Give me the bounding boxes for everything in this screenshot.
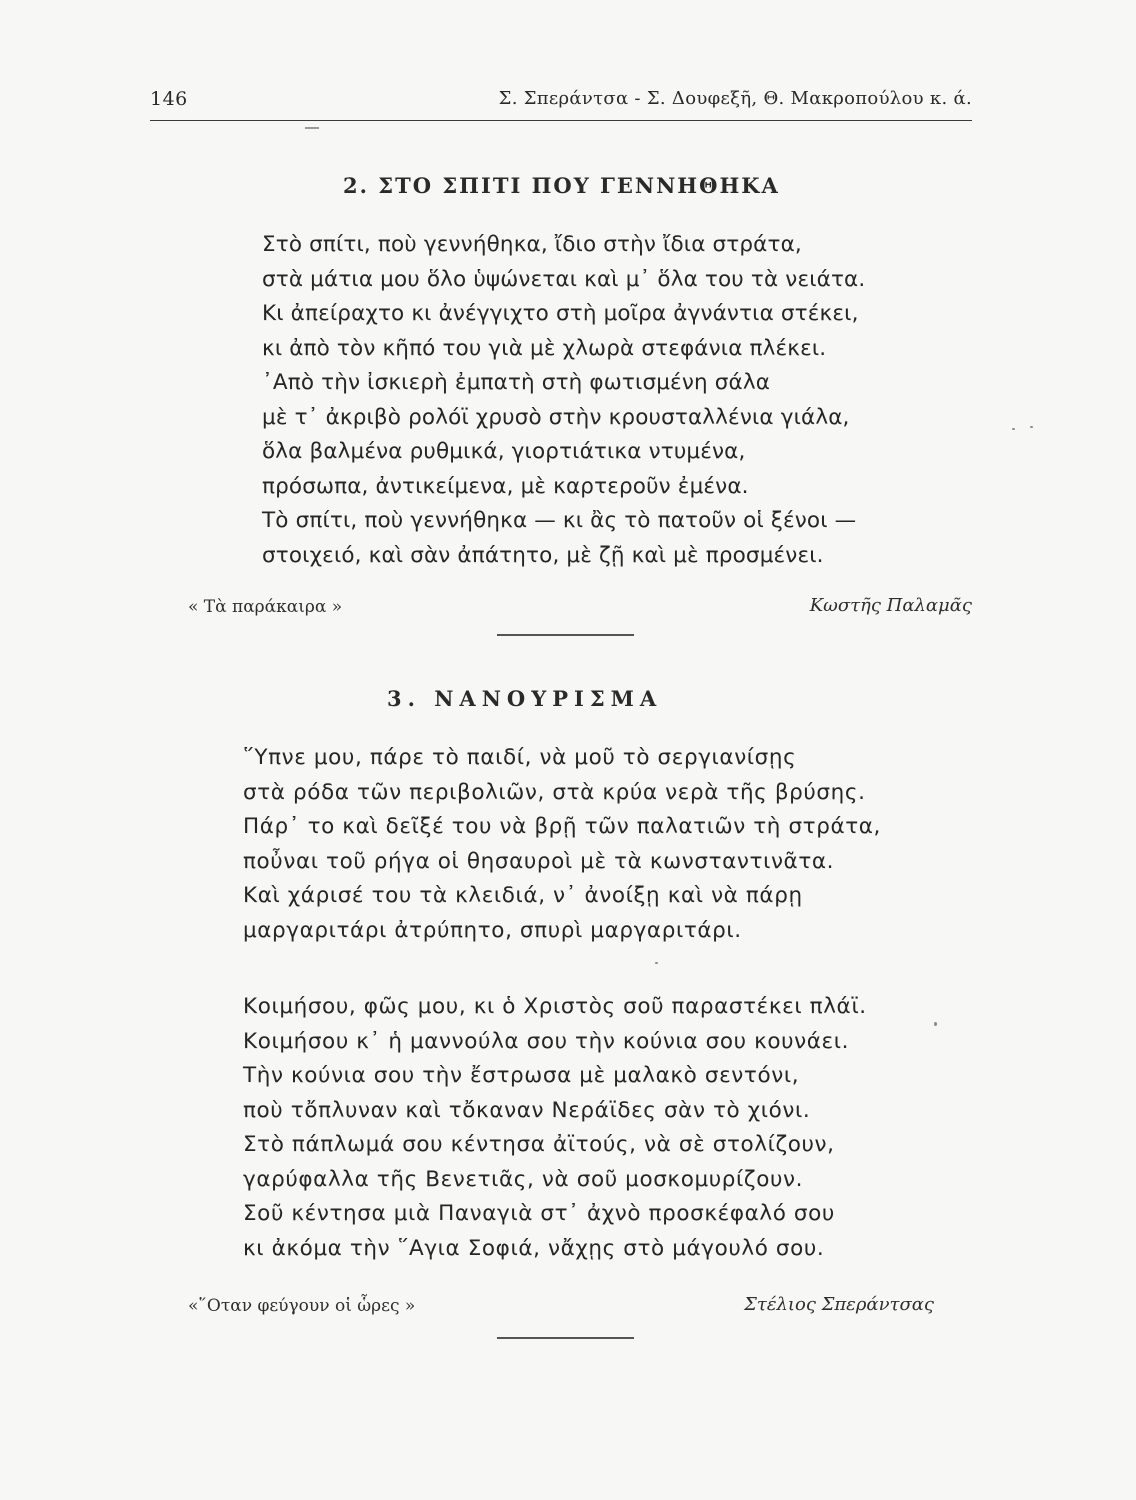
header-mark [305, 127, 319, 129]
poem-line: Στὸ πάπλωμά σου κέντησα ἀϊτούς, νὰ σὲ στολίζουν, [243, 1132, 835, 1157]
poem-line: Κοιμήσου κ᾽ ἡ μαννούλα σου τὴν κούνια σου κουνάει. [243, 1028, 850, 1054]
poem-line: μὲ τ᾽ ἀκριβὸ ρολόϊ χρυσὸ στὴν κρουσταλλένια γιάλα, [262, 404, 850, 430]
running-head: Σ. Σπεράντσα - Σ. Δουφεξῆ, Θ. Μακροπούλου κ. ά. [498, 88, 972, 109]
poem-line: Τὴν κούνια σου τὴν ἔστρωσα μὲ μαλακὸ σεντόνι, [243, 1063, 800, 1088]
poem-line: κι ἀκόμα τὴν ῞Αγια Σοφιά, νἄχῃς στὸ μάγουλό σου. [243, 1235, 825, 1261]
poem-line: ὅλα βαλμένα ρυθμικά, γιορτιάτικα ντυμένα, [262, 439, 746, 464]
poem-line: Κι ἀπείραχτο κι ἀνέγγιχτο στὴ μοῖρα ἀγνάντια στέκει, [262, 301, 859, 326]
poem-author: Κωστῆς Παλαμᾶς [809, 595, 972, 616]
poem-line: κι ἀπὸ τὸν κῆπό του γιὰ μὲ χλωρὰ στεφάνια πλέκει. [262, 335, 827, 361]
poem-source: «῞Οταν φεύγουν οἱ ὧρες » [188, 1296, 416, 1316]
section-divider [497, 1337, 634, 1339]
poem-line: ποὺ τὄπλυναν καὶ τὄκαναν Νεράϊδες σὰν τὸ χιόνι. [243, 1097, 811, 1123]
poem-line: Καὶ χάρισέ του τὰ κλειδιά, ν᾽ ἀνοίξῃ καὶ νὰ πάρῃ [243, 883, 803, 908]
poem-line: πρόσωπα, ἀντικείμενα, μὲ καρτεροῦν ἐμένα. [262, 473, 749, 499]
poem-line: Στὸ σπίτι, ποὺ γεννήθηκα, ἴδιο στὴν ἴδια στράτα, [262, 232, 802, 257]
scan-speck [655, 962, 658, 964]
poem-author: Στέλιος Σπεράντσας [744, 1294, 934, 1315]
poem-line: στὰ ρόδα τῶν περιβολιῶν, στὰ κρύα νερὰ τῆς βρύσης. [243, 779, 866, 805]
poem-line: Πάρ᾽ το καὶ δεῖξέ του νὰ βρῇ τῶν παλατιῶν τὴ στράτα, [243, 814, 881, 839]
page-header [150, 84, 972, 121]
stanza-break [243, 948, 881, 990]
scan-speck [934, 1022, 937, 1026]
poem-palamas [262, 228, 865, 573]
poem-sperantsas [243, 741, 881, 1266]
scan-speck [1030, 426, 1033, 428]
poem-line: Τὸ σπίτι, ποὺ γεννήθηκα — κι ἂς τὸ πατοῦν οἱ ξένοι — [262, 508, 857, 533]
poem-source: « Τὰ παράκαιρα » [188, 597, 343, 617]
scan-speck [1012, 428, 1015, 430]
section-title-2: 2. ΣΤΟ ΣΠΙΤΙ ΠΟΥ ΓΕΝΝΗΘΗΚΑ [343, 173, 780, 198]
poem-line: Σοῦ κέντησα μιὰ Παναγιὰ στ᾽ ἀχνὸ προσκέφαλό σου [243, 1201, 835, 1226]
poem-line: στοιχειό, καὶ σὰν ἀπάτητο, μὲ ζῇ καὶ μὲ προσμένει. [262, 542, 824, 568]
section-title-3: 3. ΝΑΝΟΥΡΙΣΜΑ [387, 686, 663, 711]
poem-line: γαρύφαλλα τῆς Βενετιᾶς, νὰ σοῦ μοσκομυρίζουν. [243, 1166, 804, 1192]
poem-line: στὰ μάτια μου ὅλο ὑψώνεται καὶ μ᾽ ὅλα του τὰ νειάτα. [262, 266, 866, 292]
poem-line: Κοιμήσου, φῶς μου, κι ὁ Χριστὸς σοῦ παραστέκει πλάϊ. [243, 994, 867, 1019]
poem-line: ᾽Απὸ τὴν ἰσκιερὴ ἐμπατὴ στὴ φωτισμένη σάλα [262, 370, 771, 395]
page-number: 146 [150, 88, 188, 110]
poem-line: ῞Υπνε μου, πάρε τὸ παιδί, νὰ μοῦ τὸ σεργιανίσῃς [243, 745, 797, 770]
poem-line: ποὖναι τοῦ ρήγα οἱ θησαυροὶ μὲ τὰ κωνσταντινᾶτα. [243, 848, 835, 874]
section-divider [497, 634, 634, 636]
poem-line: μαργαριτάρι ἀτρύπητο, σπυρὶ μαργαριτάρι. [243, 917, 742, 943]
